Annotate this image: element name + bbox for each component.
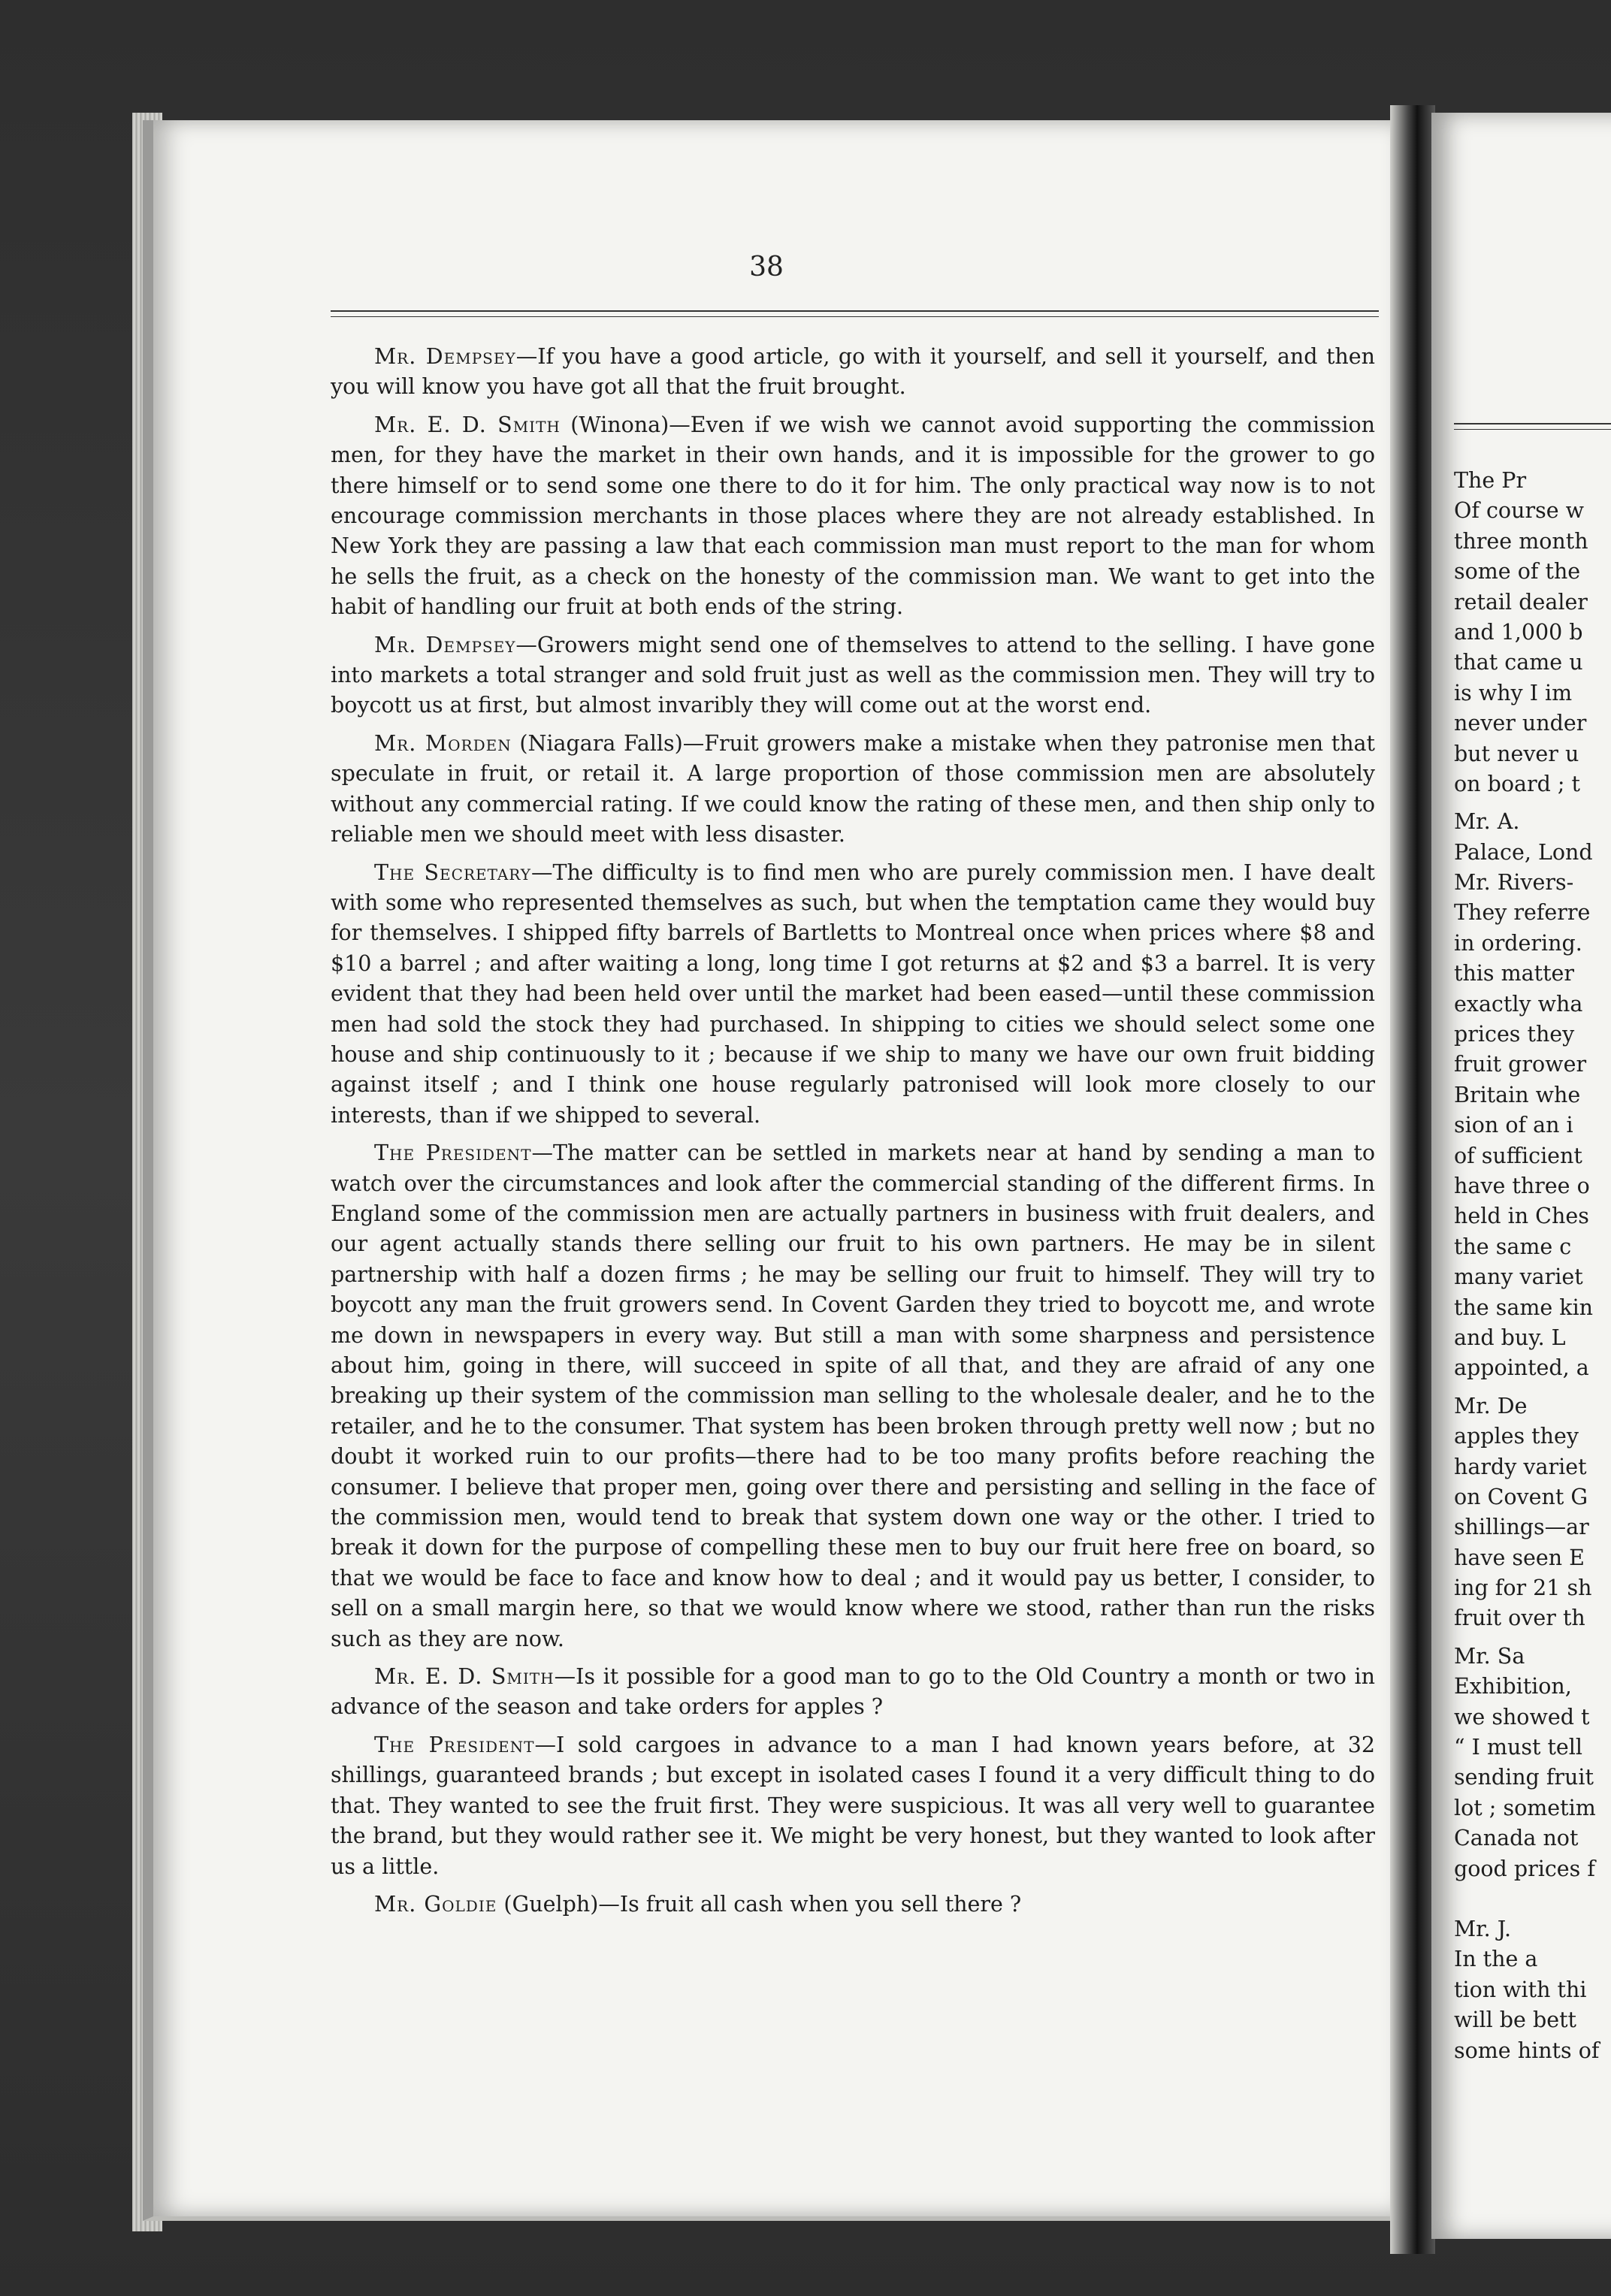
book-gutter bbox=[1390, 105, 1435, 2254]
right-page-line: on Covent G bbox=[1454, 1484, 1588, 1509]
speech-text: —Growers might send one of themselves to attend to the selling. I have gone into markets a total stranger and sold fruit just as well as the commission men. They will try to boycott us at first, but almost invaribly they will come out at the worst end. bbox=[331, 632, 1375, 718]
speech-text: (Guelph)—Is fruit all cash when you sell there ? bbox=[497, 1891, 1022, 1917]
speaker-name: Mr. Morden bbox=[374, 730, 512, 756]
right-page-line: on board ; t bbox=[1454, 771, 1581, 796]
left-page bbox=[143, 120, 1401, 2221]
right-page-line: Mr. Rivers- bbox=[1454, 870, 1574, 896]
right-page-line: Mr. De bbox=[1454, 1393, 1528, 1418]
right-page-line bbox=[1454, 1899, 1611, 1907]
right-page-line: Of course w bbox=[1454, 498, 1585, 524]
right-page-line: have seen E bbox=[1454, 1545, 1585, 1570]
speech-text: —The matter can be settled in markets near at hand by sending a man to watch over the circumstances and look after the commercial standing of the different firms. In England some of the commission men are actually partners in business with fruit dealers, and our agent actually stands there selling our fruit to his own partners. He may be in silent partnership with half a dozen firms ; he may be selling our fruit to himself. They will try to boycott any man the fruit growers send. In Covent Garden they tried to boycott me, and wrote me down in newspapers in every way. But still a man with some sharpness and persistence about him, going in there, will succeed in spite of all that, and they are afraid of any one breaking up their system of the commission man selling to the wholesale dealer, and he to the retailer, and he to the consumer. That system has been broken through pretty well now ; but no doubt it worked ruin to our profits—there had to be too many profits before reaching the consumer. I believe that proper men, going over there and persisting and selling in the face of the commission men, would tend to break that system down one way or the other. I tried to break it down for the purpose of compelling these men to buy our fruit here free on board, so that we would be face to face and know how to deal ; and it would pay us better, I consider, to sell on a small margin here, so that we would know where we stood, rather than run the risks such as they are now. bbox=[331, 1140, 1375, 1651]
right-page-line: Palace, Lond bbox=[1454, 839, 1593, 865]
right-page-line: sending fruit bbox=[1454, 1765, 1594, 1790]
right-page-line: this matter bbox=[1454, 961, 1575, 986]
right-page-line: “ I must tell bbox=[1454, 1735, 1583, 1760]
right-page-line: some of the bbox=[1454, 559, 1581, 585]
right-page-line: Britain whe bbox=[1454, 1082, 1581, 1107]
right-page-line bbox=[1454, 1892, 1611, 1899]
page-number: 38 bbox=[749, 252, 784, 282]
right-page-line: shillings—ar bbox=[1454, 1515, 1589, 1540]
right-page-line: exactly wha bbox=[1454, 991, 1583, 1017]
right-page-line: that came u bbox=[1454, 650, 1583, 675]
right-page-line: never under bbox=[1454, 711, 1587, 736]
right-page-line: have three o bbox=[1454, 1173, 1590, 1198]
right-page-line: of sufficient bbox=[1454, 1143, 1582, 1168]
right-page-line: held in Ches bbox=[1454, 1204, 1589, 1229]
right-page-line: tion with thi bbox=[1454, 1977, 1587, 2002]
right-page-line: The Pr bbox=[1454, 468, 1527, 493]
speaker-name: Mr. Dempsey bbox=[374, 344, 516, 369]
right-page-line: apples they bbox=[1454, 1424, 1579, 1449]
speaker-name: The Secretary bbox=[374, 859, 531, 885]
right-header-rule-thin bbox=[1454, 429, 1611, 430]
right-page-line: fruit grower bbox=[1454, 1052, 1587, 1077]
right-page-line: three month bbox=[1454, 528, 1588, 554]
right-page-line: retail dealer bbox=[1454, 589, 1588, 615]
right-page-line: the same kin bbox=[1454, 1295, 1594, 1320]
right-page-line: will be bett bbox=[1454, 2007, 1576, 2033]
right-page-line: hardy variet bbox=[1454, 1454, 1587, 1479]
right-page-line: appointed, a bbox=[1454, 1355, 1589, 1381]
speaker-name: Mr. Goldie bbox=[374, 1891, 497, 1917]
right-page-line: we showed t bbox=[1454, 1704, 1590, 1730]
right-page-line: Mr. J. bbox=[1454, 1916, 1512, 1941]
right-page-line: prices they bbox=[1454, 1022, 1575, 1047]
right-page-line: sion of an i bbox=[1454, 1113, 1573, 1138]
speaker-name: The President bbox=[374, 1732, 535, 1757]
speech-text: —If you have a good article, go with it yourself, and sell it yourself, and then you will know you have got all that the fruit brought. bbox=[331, 344, 1375, 400]
right-page bbox=[1431, 113, 1611, 2239]
right-page-line: lot ; sometim bbox=[1454, 1795, 1596, 1820]
speaker-name: The President bbox=[374, 1140, 532, 1166]
right-page-line: They referre bbox=[1454, 900, 1591, 926]
right-page-line: in ordering. bbox=[1454, 930, 1582, 956]
speaker-name: Mr. E. D. Smith bbox=[374, 412, 561, 437]
right-page-line: is why I im bbox=[1454, 680, 1573, 705]
right-page-line: but never u bbox=[1454, 741, 1579, 766]
speech-text: —I sold cargoes in advance to a man I had known years before, at 32 shillings, guaranteed brands ; but except in isolated cases I found it a very difficult thing to do that. They wanted to see the fruit first. They were suspicious. It was all very well to guarantee the brand, but they would rather see it. We might be very honest, but they wanted to look after us a little. bbox=[331, 1732, 1375, 1879]
speaker-name: Mr. E. D. Smith bbox=[374, 1664, 555, 1690]
speaker-name: Mr. Dempsey bbox=[374, 632, 516, 657]
right-page-text bbox=[1454, 466, 1611, 2066]
right-page-line: In the a bbox=[1454, 1947, 1538, 1972]
right-page-line: Exhibition, bbox=[1454, 1674, 1572, 1699]
right-page-line: the same c bbox=[1454, 1234, 1572, 1259]
speech-text: —The difficulty is to find men who are purely commission men. I have dealt with some who represented themselves as such, but when the temptation came they would buy for themselves. I shipped fifty barrels of Bartletts to Montreal once when prices where $8 and $10 a barrel ; and after waiting a long, long time I got returns at $2 and $3 a barrel. It is very evident that they had been held over until the market had been eased—until these commission men had sold the stock they had purchased. In shipping to cities we should select some one house and ship continuously to it ; because if we ship to many we have our own fruit bidding against itself ; and I think one house regularly patronised will look more closely to our interests, than if we shipped to several. bbox=[331, 859, 1375, 1128]
right-page-line bbox=[1454, 1907, 1611, 1914]
speech-text: (Niagara Falls)—Fruit growers make a mistake when they patronise men that speculate in fruit, or retail it. A large proportion of those commission men are absolutely without any commercial rating. If we could know the rating of these men, and then ship only to reliable men we should meet with less disaster. bbox=[331, 730, 1375, 847]
right-page-line bbox=[1454, 799, 1611, 807]
right-page-line: Canada not bbox=[1454, 1826, 1579, 1851]
right-page-line: many variet bbox=[1454, 1264, 1583, 1290]
right-page-line: ing for 21 sh bbox=[1454, 1575, 1592, 1601]
right-page-line: and 1,000 b bbox=[1454, 619, 1583, 645]
right-header-rule bbox=[1454, 423, 1611, 424]
right-page-line: Mr. Sa bbox=[1454, 1643, 1525, 1669]
speech-text: (Winona)—Even if we wish we cannot avoid supporting the commission men, for they have the market in their own hands, and it is impossible for the grower to go there himself or to send some one there to do it for him. The only practical way now is to not encourage commission merchants in those places where they are not already established. In New York they are passing a law that each commission man must report to the man for whom he sells the fruit, as a check on the honesty of the commission man. We want to get into the habit of handling our fruit at both ends of the string. bbox=[331, 412, 1376, 620]
right-page-line: and buy. L bbox=[1454, 1325, 1566, 1350]
right-page-line: fruit over th bbox=[1454, 1606, 1585, 1631]
right-page-line: Mr. A. bbox=[1454, 809, 1520, 835]
right-page-line bbox=[1454, 1884, 1611, 1892]
right-page-line: some hints of bbox=[1454, 2038, 1600, 2063]
right-page-line bbox=[1454, 1384, 1611, 1391]
speech-text: —Is it possible for a good man to go to the Old Country a month or two in advance of the season and take orders for apples ? bbox=[331, 1664, 1375, 1720]
right-page-line: good prices f bbox=[1454, 1856, 1595, 1881]
right-page-line bbox=[1454, 1634, 1611, 1642]
